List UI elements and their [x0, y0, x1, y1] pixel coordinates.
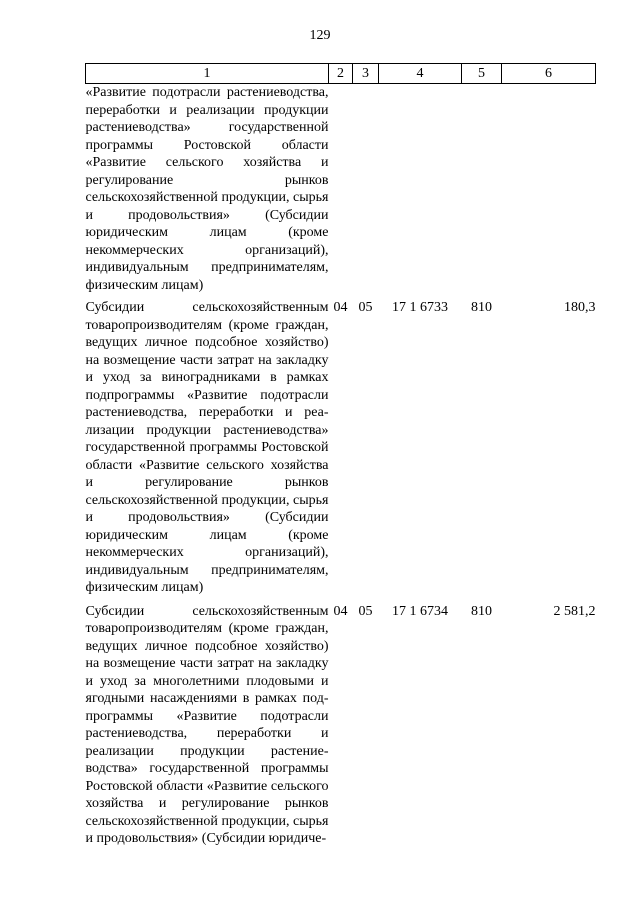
row-rz: [329, 84, 353, 295]
row-csr: 17 1 6733: [392, 300, 448, 315]
row-sum: 180,3: [564, 300, 596, 315]
row-description: Субсидии сельскохозяйственным товаропроизводителям (кроме граждан, ведущих личное подсобное хозяйство) на возмещение части затрат на закладку и уход за виноградниками в рамках подпрограммы «Развитие подотрасли растениеводства, переработки и реализации продукции растениеводства» государственной программы Ростовской области «Развитие сельского хозяйства и регулирование рынков сельскохозяйственной продукции, сырья и продовольствия» (Субсидии юридическим лицам (кроме некоммерческих организаций), индивидуальным предпринимателям, физическим лицам): [85, 300, 329, 595]
table-header: [86, 64, 596, 84]
row-vr: [462, 84, 502, 295]
row-rz: 04: [333, 603, 348, 619]
header-col-1: 1: [86, 64, 329, 84]
row-rz: 04: [333, 300, 348, 315]
budget-table: [85, 63, 596, 849]
row-pr: 05: [358, 300, 373, 315]
row-csr: 17 1 6734: [392, 603, 448, 619]
header-col-5: 5: [462, 64, 502, 84]
table-row: [86, 294, 596, 598]
page-number: 129: [309, 28, 331, 43]
header-col-3: 3: [353, 64, 379, 84]
row-vr: 810: [471, 300, 492, 315]
table-row: [86, 598, 596, 849]
row-sum: 2 581,2: [553, 603, 596, 619]
table-row: [86, 84, 596, 295]
header-col-4: 4: [379, 64, 462, 84]
row-csr: [379, 84, 462, 295]
row-description: «Развитие подотрасли растениеводства, переработки и реализации продукции растениеводства» государственной программы Ростовской области «Развитие сельского хозяйства и регулирование рынков сельскохозяйственной продукции, сырья и продовольствия» (Субсидии юридическим лицам (кроме некоммерческих организаций), индивидуальным предпринимателям, физическим лицам): [85, 85, 329, 293]
row-sum: [502, 84, 596, 295]
row-pr: 05: [358, 603, 373, 619]
row-vr: 810: [471, 603, 492, 619]
header-row: [86, 64, 596, 84]
row-pr: [353, 84, 379, 295]
row-description: Субсидии сельскохозяйственным товаропроизводителям (кроме граждан, ведущих личное подсобное хозяйство) на возмещение части затрат на закладку и уход за многолетними плодовыми и ягодными насаждениями в рамках подпрограммы «Развитие подотрасли растениеводства, переработки и реализации продукции растениеводства» государственной программы Ростовской области «Развитие сельского хозяйства и регулирование рынков сельскохозяйственной продукции, сырья и продовольствия» (Субсидии юридиче-: [85, 603, 329, 846]
header-col-2: 2: [329, 64, 353, 84]
header-col-6: 6: [502, 64, 596, 84]
